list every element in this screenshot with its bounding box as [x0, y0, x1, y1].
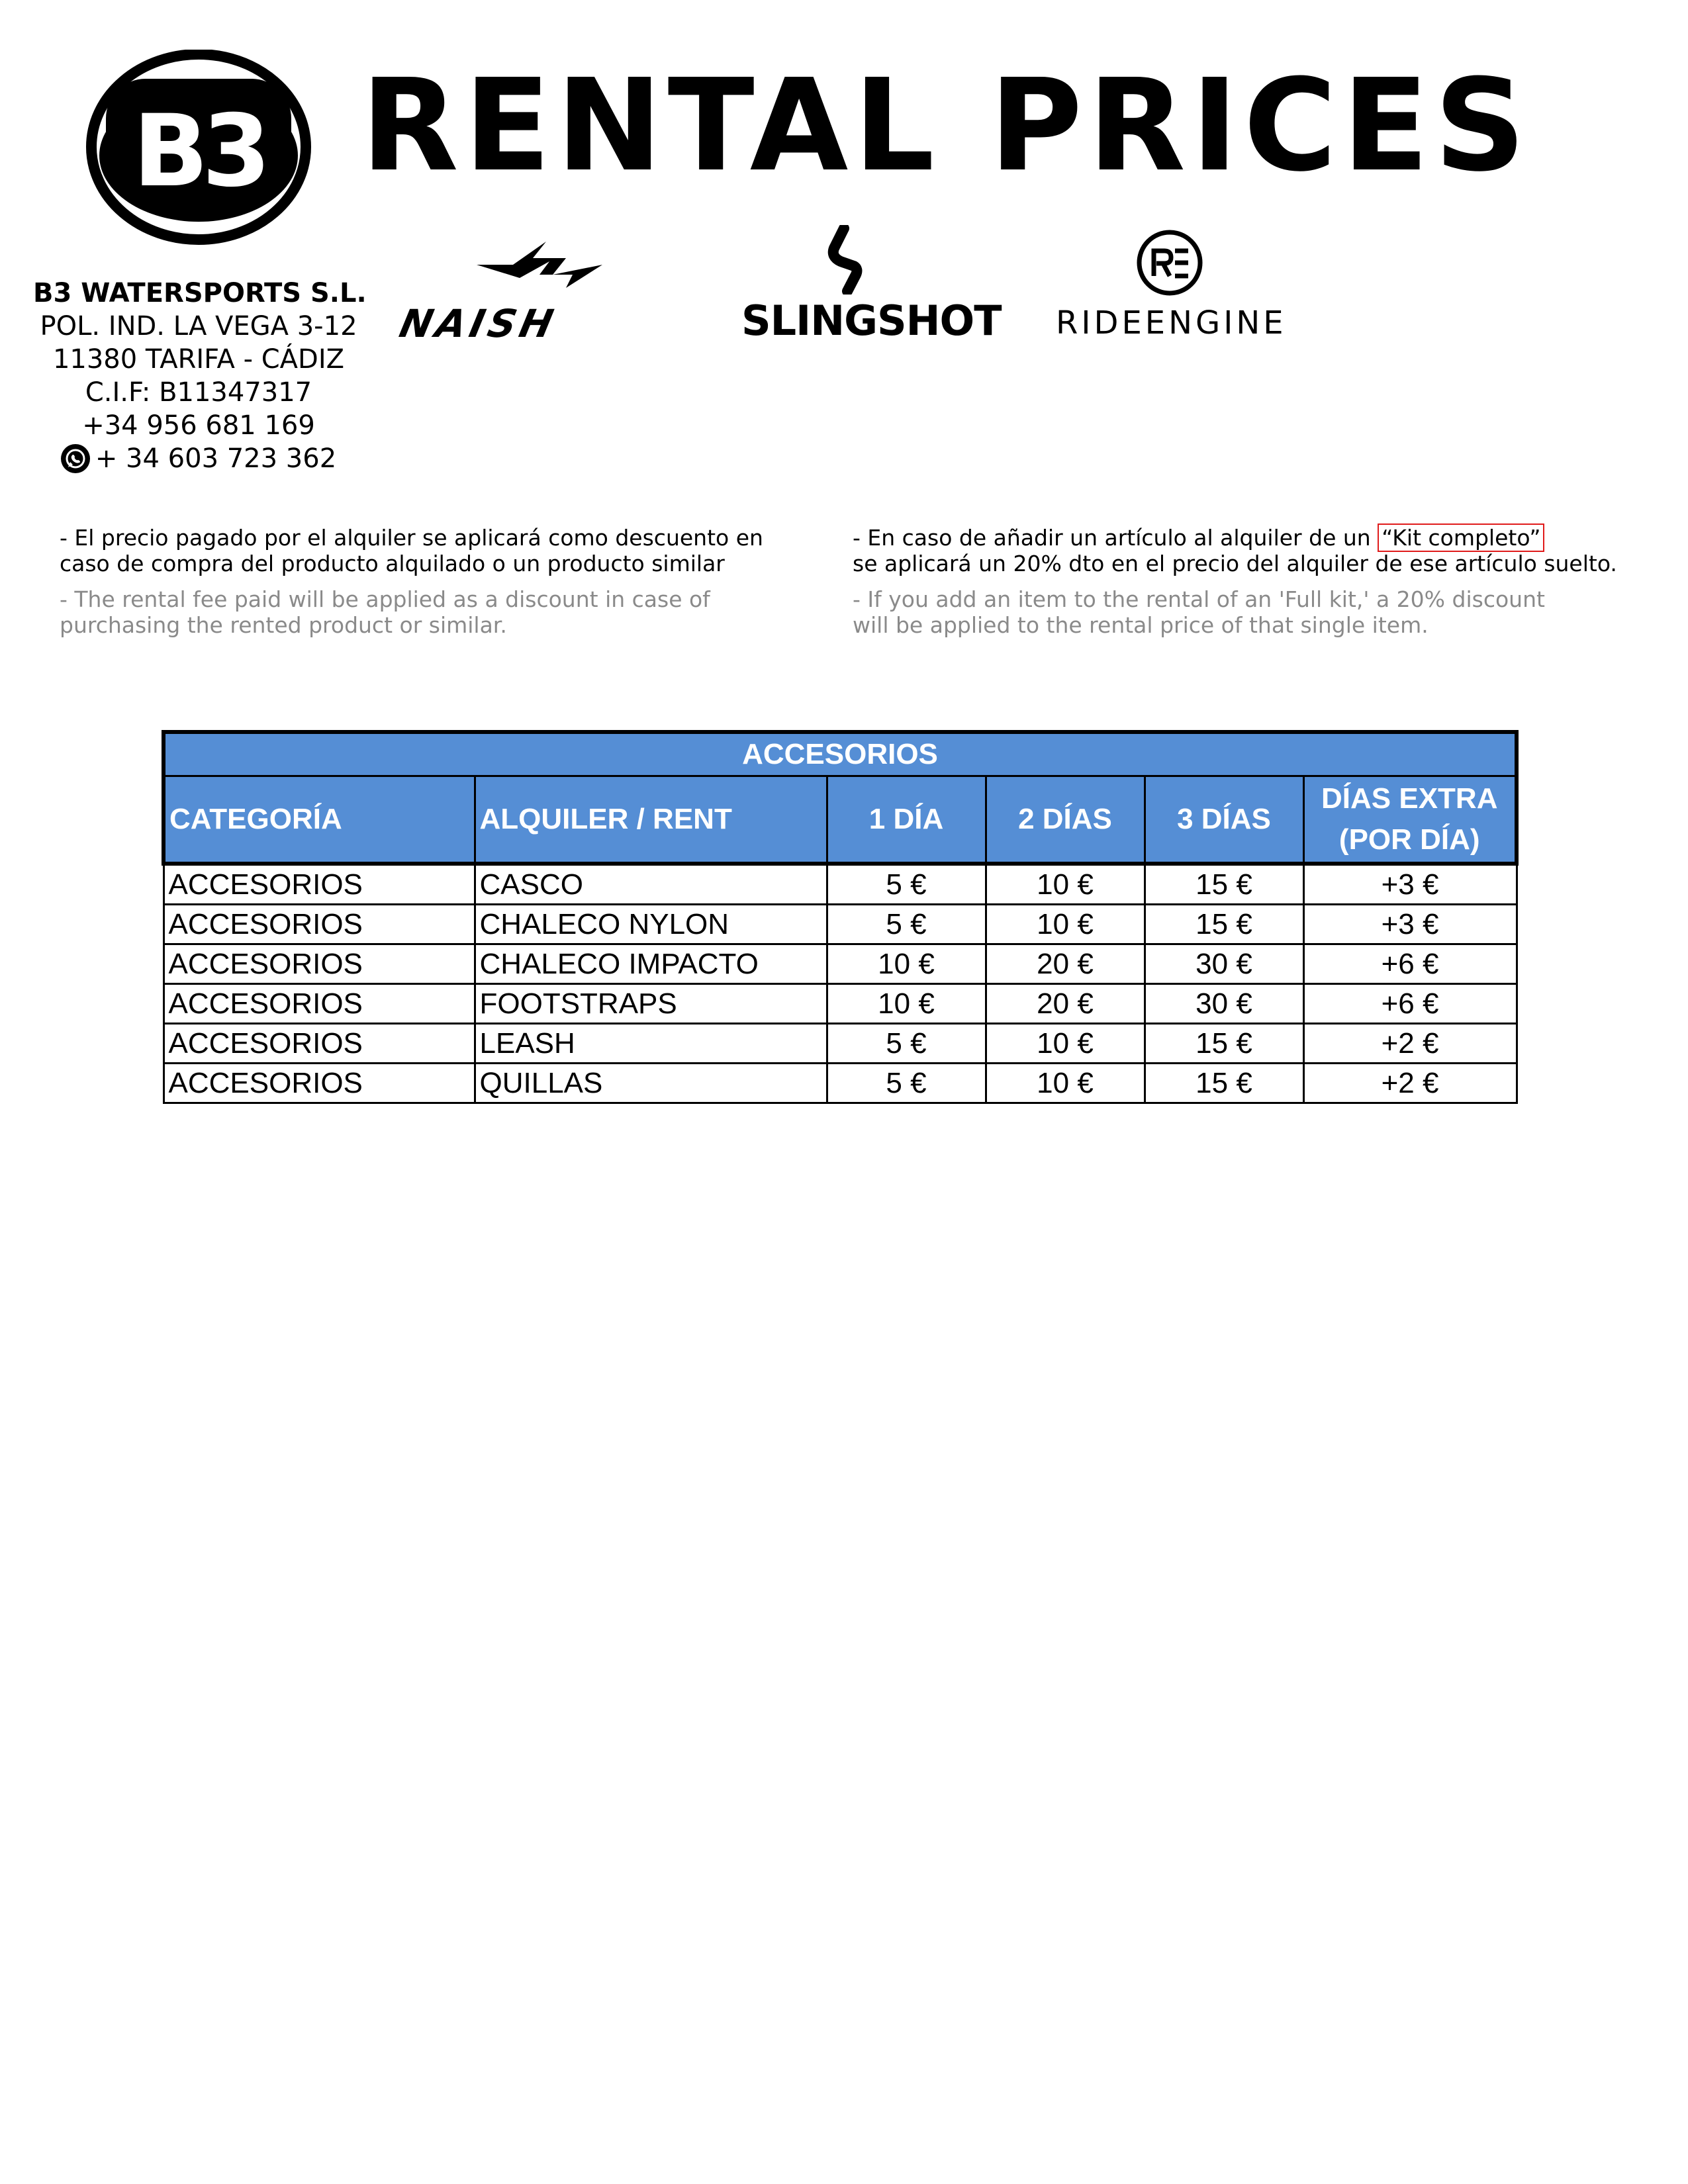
naish-logo-icon	[473, 238, 606, 291]
note-discount-en-line1: - The rental fee paid will be applied as a discount in case of	[60, 586, 710, 612]
table-row	[164, 1064, 1517, 1103]
header-dias-extra	[1303, 776, 1517, 864]
note-full-kit-es-prefix: - En caso de añadir un artículo al alquiler de un	[853, 525, 1378, 551]
note-full-kit-en-line1: - If you add an item to the rental of an 'Full kit,' a 20% discount	[853, 586, 1545, 612]
cell-categoria: ACCESORIOS	[164, 1064, 475, 1103]
whatsapp-number: + 34 603 723 362	[95, 443, 337, 474]
cell-dias-extra: +6 €	[1303, 944, 1517, 984]
table-banner: ACCESORIOS	[164, 732, 1517, 776]
note-discount-en	[60, 586, 763, 638]
header-dias-extra-line2: (POR DÍA)	[1338, 823, 1480, 856]
cell-categoria: ACCESORIOS	[164, 984, 475, 1024]
company-address-line1: POL. IND. LA VEGA 3-12	[40, 311, 357, 341]
header-2-dias: 2 DÍAS	[986, 776, 1145, 864]
cell-2-dias: 20 €	[986, 944, 1145, 984]
page-title: RENTAL PRICES	[361, 52, 1531, 200]
table-row	[164, 864, 1517, 905]
cell-dias-extra: +3 €	[1303, 905, 1517, 944]
cell-1-dia: 5 €	[827, 905, 986, 944]
table-row	[164, 1024, 1517, 1064]
note-full-kit	[853, 525, 1617, 638]
company-info	[33, 277, 367, 475]
cell-item: CHALECO NYLON	[475, 905, 827, 944]
kit-completo-highlight: “Kit completo”	[1378, 523, 1544, 552]
table-row	[164, 944, 1517, 984]
note-discount-es-line2: caso de compra del producto alquilado o un producto similar	[60, 551, 725, 576]
cell-3-dias: 15 €	[1145, 1064, 1303, 1103]
note-full-kit-es-line2: se aplicará un 20% dto en el precio del alquiler de ese artículo suelto.	[853, 551, 1617, 576]
note-full-kit-en	[853, 586, 1617, 638]
cell-1-dia: 10 €	[827, 944, 986, 984]
header-categoria: CATEGORÍA	[164, 776, 475, 864]
whatsapp-icon	[61, 444, 90, 473]
cell-1-dia: 10 €	[827, 984, 986, 1024]
note-full-kit-en-line2: will be applied to the rental price of that single item.	[853, 612, 1429, 638]
cell-2-dias: 10 €	[986, 905, 1145, 944]
table-row	[164, 984, 1517, 1024]
note-discount	[60, 525, 763, 638]
cell-2-dias: 10 €	[986, 1024, 1145, 1064]
company-address-line2: 11380 TARIFA - CÁDIZ	[52, 344, 345, 375]
slingshot-logo-text: SLINGSHOT	[741, 296, 1002, 345]
naish-logo-text: NAISH	[395, 301, 561, 346]
cell-3-dias: 30 €	[1145, 984, 1303, 1024]
cell-categoria: ACCESORIOS	[164, 944, 475, 984]
price-table	[162, 730, 1519, 1104]
company-cif: C.I.F: B11347317	[85, 377, 312, 408]
company-phone: +34 956 681 169	[82, 410, 315, 441]
header-dias-extra-line1: DÍAS EXTRA	[1321, 782, 1498, 815]
cell-3-dias: 30 €	[1145, 944, 1303, 984]
slingshot-logo-icon	[818, 225, 877, 295]
cell-2-dias: 20 €	[986, 984, 1145, 1024]
cell-item: LEASH	[475, 1024, 827, 1064]
cell-3-dias: 15 €	[1145, 1024, 1303, 1064]
cell-dias-extra: +3 €	[1303, 864, 1517, 905]
cell-3-dias: 15 €	[1145, 905, 1303, 944]
cell-item: FOOTSTRAPS	[475, 984, 827, 1024]
cell-3-dias: 15 €	[1145, 864, 1303, 905]
header-alquiler: ALQUILER / RENT	[475, 776, 827, 864]
cell-dias-extra: +2 €	[1303, 1024, 1517, 1064]
logo-text: B3	[132, 94, 265, 209]
cell-dias-extra: +6 €	[1303, 984, 1517, 1024]
cell-1-dia: 5 €	[827, 1024, 986, 1064]
cell-item: CHALECO IMPACTO	[475, 944, 827, 984]
cell-2-dias: 10 €	[986, 864, 1145, 905]
rideengine-logo-icon	[1135, 228, 1205, 298]
cell-dias-extra: +2 €	[1303, 1064, 1517, 1103]
header-1-dia: 1 DÍA	[827, 776, 986, 864]
cell-1-dia: 5 €	[827, 864, 986, 905]
cell-1-dia: 5 €	[827, 1064, 986, 1103]
company-name: B3 WATERSPORTS S.L.	[33, 278, 367, 308]
note-discount-en-line2: purchasing the rented product or similar.	[60, 612, 507, 638]
cell-categoria: ACCESORIOS	[164, 864, 475, 905]
cell-item: CASCO	[475, 864, 827, 905]
header-3-dias: 3 DÍAS	[1145, 776, 1303, 864]
note-discount-es-line1: - El precio pagado por el alquiler se aplicará como descuento en	[60, 525, 763, 551]
cell-categoria: ACCESORIOS	[164, 1024, 475, 1064]
table-row	[164, 905, 1517, 944]
note-full-kit-es-line1	[853, 525, 1617, 551]
cell-item: QUILLAS	[475, 1064, 827, 1103]
rideengine-logo-text: RIDEENGINE	[1056, 304, 1287, 341]
cell-2-dias: 10 €	[986, 1064, 1145, 1103]
b3-logo	[86, 50, 311, 245]
company-whatsapp	[33, 442, 364, 475]
cell-categoria: ACCESORIOS	[164, 905, 475, 944]
